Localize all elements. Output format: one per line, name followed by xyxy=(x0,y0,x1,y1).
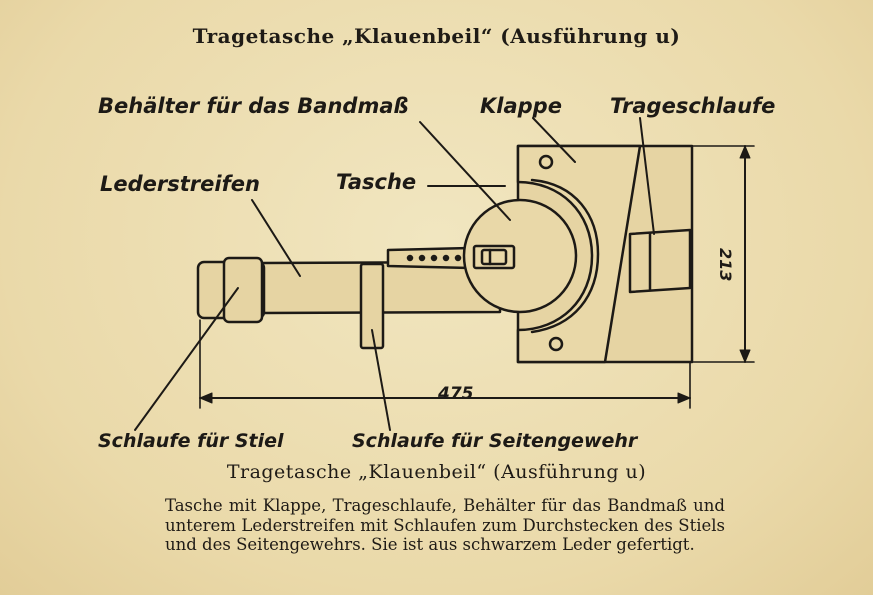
dim-width-arrow-left xyxy=(200,393,212,403)
label-schlaufe-stiel: Schlaufe für Stiel xyxy=(98,430,284,452)
dimension-height-label: 213 xyxy=(716,248,735,282)
strap-hole xyxy=(456,256,460,260)
description-text: Tasche mit Klappe, Trageschlaufe, Behälter für das Bandmaß und unterem Lederstreifen mit Schlaufen zum Durchstecken des Stiels und des Seitengewehrs. Sie ist aus schwarzem Leder gefertigt. xyxy=(165,496,725,554)
label-trageschlaufe: Trageschlaufe xyxy=(610,94,776,118)
label-lederstreifen: Lederstreifen xyxy=(100,172,260,196)
trageschlaufe-shape xyxy=(630,230,690,292)
dim-width-arrow-right xyxy=(678,393,690,403)
strap-hole xyxy=(420,256,424,260)
label-behaelter: Behälter für das Bandmaß xyxy=(98,94,409,118)
dimension-width-label: 475 xyxy=(438,384,474,404)
dim-height-arrow-top xyxy=(740,146,750,158)
strap-hole xyxy=(432,256,436,260)
figure-caption: Tragetasche „Klauenbeil“ (Ausführung u) xyxy=(226,461,647,483)
leader-schlaufe-stiel xyxy=(135,288,238,430)
strap-hole xyxy=(408,256,412,260)
label-schlaufe-seitengewehr: Schlaufe für Seitengewehr xyxy=(352,430,638,452)
dim-height-arrow-bottom xyxy=(740,350,750,362)
leader-behaelter xyxy=(420,122,510,220)
strap-hole xyxy=(444,256,448,260)
label-klappe: Klappe xyxy=(480,94,562,118)
diagram-title: Tragetasche „Klauenbeil“ (Ausführung u) xyxy=(192,24,681,48)
label-tasche: Tasche xyxy=(336,170,417,194)
stiel-ring-shape xyxy=(224,258,262,322)
